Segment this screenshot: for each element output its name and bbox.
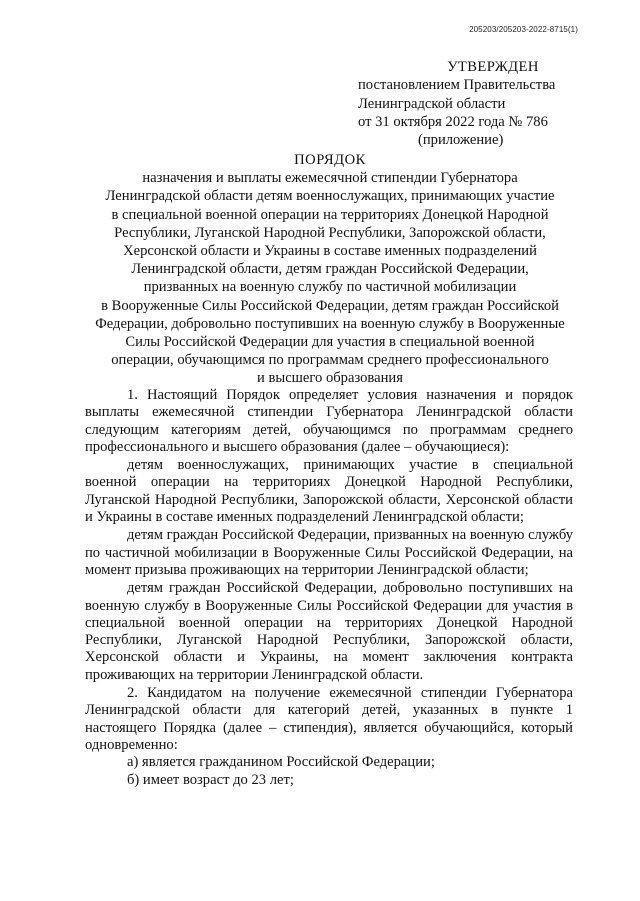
title-line: Ленинградской области, детям граждан Российской Федерации, [131, 261, 529, 278]
title-line: Силы Российской Федерации для участия в специальной военной [125, 334, 535, 351]
paragraph-category-1: детям военнослужащих, принимающих участие в специальной военной операции на территориях Донецкой Народной Республики, Луганской Народной Республики, Запорожской области, Херсонской области и Украины в составе именных подразделений Ленинградской области; [85, 457, 573, 526]
list-item-a: а) является гражданином Российской Федерации; [127, 754, 435, 771]
title-line: Республики, Луганской Народной Республики, Запорожской области, [114, 224, 546, 241]
title-heading: ПОРЯДОК [294, 152, 366, 168]
list-item-b: б) имеет возраст до 23 лет; [127, 771, 294, 788]
document-title [70, 151, 590, 388]
title-line: операции, обучающимся по программам среднего профессионального [111, 352, 549, 369]
title-line: Херсонской области и Украины в составе именных подразделений [123, 243, 537, 260]
title-line: Федерации, добровольно поступивших на военную службу в Вооруженные [95, 315, 565, 332]
approval-line-1: постановлением Правительства [358, 77, 556, 94]
title-line: Ленинградской области детям военнослужащих, принимающих участие [105, 188, 555, 205]
title-line: в специальной военной операции на территориях Донецкой Народной [111, 206, 549, 223]
title-line: назначения и выплаты ежемесячной стипендии Губернатора [142, 170, 518, 187]
approval-stamp [358, 58, 588, 149]
title-line: в Вооруженные Силы Российской Федерации, детям граждан Российской [101, 297, 559, 314]
approval-appendix: (приложение) [418, 132, 504, 149]
document-body [85, 387, 573, 789]
title-line: призванных на военную службу по частичной мобилизации [143, 279, 517, 296]
paragraph-category-3: детям граждан Российской Федерации, добровольно поступивших на военную службу в Вооруженные Силы Российской Федерации для участия в специальной военной операции на территориях Донецкой Народной Республики, Луганской Народной Республики, Запорожской области, Херсонской области и Украины, на момент заключения контракта проживающих на территории Ленинградской области. [85, 580, 573, 683]
document-id: 205203/205203-2022-8715(1) [469, 25, 578, 34]
title-line: и высшего образования [257, 370, 403, 387]
paragraph-category-2: детям граждан Российской Федерации, призванных на военную службу по частичной мобилизации в Вооруженные Силы Российской Федерации, на момент призыва проживающих на территории Ленинградской области; [85, 527, 573, 578]
approval-line-2: Ленинградской области [358, 95, 506, 112]
approval-line-3: от 31 октября 2022 года № 786 [358, 113, 548, 130]
approved-label: УТВЕРЖДЕН [447, 59, 539, 75]
paragraph-2: 2. Кандидатом на получение ежемесячной стипендии Губернатора Ленинградской области для категорий детей, указанных в пункте 1 настоящего Порядка (далее – стипендия), является обучающийся, который одновременно: [85, 685, 573, 753]
paragraph-1: 1. Настоящий Порядок определяет условия назначения и порядок выплаты ежемесячной стипендии Губернатора Ленинградской области следующим категориям детей, обучающимся по программам среднего профессионального и высшего образования (далее – обучающиеся): [85, 387, 573, 455]
